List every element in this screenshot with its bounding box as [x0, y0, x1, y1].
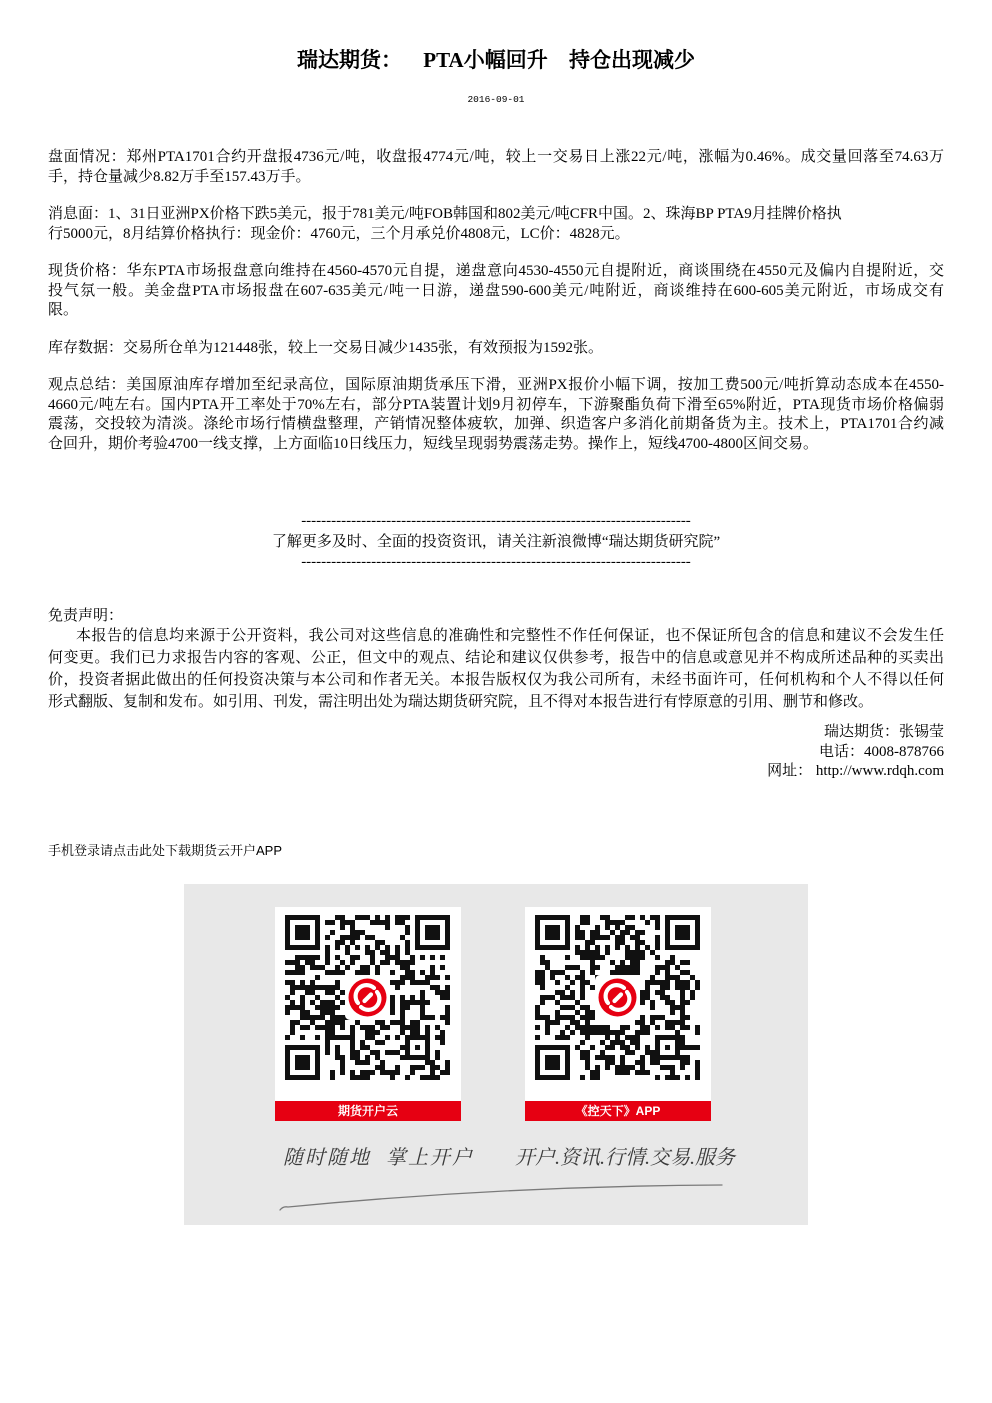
report-date: 2016-09-01	[467, 94, 525, 105]
disclaimer-body	[48, 625, 944, 713]
qr-code-image	[285, 915, 450, 1080]
brand-logo-icon	[595, 975, 640, 1020]
report-title: 瑞达期货： PTA小幅回升 持仓出现减少	[297, 48, 695, 72]
paragraph-outlook	[48, 376, 944, 454]
paragraph-market-overview	[48, 148, 944, 187]
report-body	[48, 148, 944, 472]
contact-info	[767, 723, 944, 782]
text-line: 仓回升，期价考验4700一线支撑，上方面临10日线压力，短线呈现弱势震荡走势。操作上，短线4700-4800区间交易。	[48, 435, 818, 452]
app-download-link[interactable]: 手机登录请点击此处下载期货云开户APP	[48, 843, 283, 858]
text-line: 本报告的信息均来源于公开资料，我公司对这些信息的准确性和完整性不作任何保证，也不保证所包含的信息和建议不会发生任	[76, 628, 944, 644]
slogan-services: 开户.资讯.行情.交易.服务	[515, 1147, 735, 1169]
qr-code-image	[535, 915, 700, 1080]
text-line: 消息面：1、31日亚洲PX价格下跌5美元，报于781美元/吨FOB韩国和802美元/吨CFR中国。2、珠海BP PTA9月挂牌价格执	[48, 206, 842, 222]
text-line: 现货价格：华东PTA市场报盘意向维持在4560-4570元自提，递盘意向4530-4550元自提附近，商谈围绕在4550元及偏内自提附近，交	[48, 263, 944, 279]
qr-card-kongtianxia-app	[525, 907, 711, 1121]
text-line: 投气氛一般。美金盘PTA市场报盘在607-635美元/吨一日游，递盘590-600美元/吨附近，商谈维持在600-605美元附近，市场成交有	[48, 282, 944, 299]
disclaimer-heading: 免责声明：	[48, 608, 124, 624]
notice-text: 了解更多及时、全面的投资资讯，请关注新浪微博“瑞达期货研究院”	[271, 533, 721, 550]
text-line: 震荡，交投较为清淡。涤纶市场行情横盘整理，产销情况整体疲软，加弹、织造客户多消化前期备货为主。技术上，PTA1701合约减	[48, 416, 944, 432]
slogan-anytime-anywhere: 随时随地 掌上开户	[283, 1147, 474, 1169]
qr-card-futures-cloud	[275, 907, 461, 1121]
text-line: 行5000元，8月结算价格执行：现金价：4760元，三个月承兑价4808元，LC价：4828元。	[48, 225, 630, 242]
text-line: 库存数据：交易所仓单为121448张，较上一交易日减少1435张，有效预报为1592张。	[48, 339, 604, 356]
contact-website[interactable]: 网址： http://www.rdqh.com	[767, 763, 944, 779]
text-line: 限。	[48, 302, 79, 318]
text-line: 何变更。我们已力求报告内容的客观、公正，但文中的观点、结论和建议仅供参考，报告中的信息或意见并不构成所述品种的买卖出	[48, 650, 944, 666]
text-line: 4660元/吨左右。国内PTA开工率处于70%左右，部分PTA装置计划9月初停车，下游聚酯负荷下滑至65%附近，PTA现货市场价格偏弱	[48, 396, 944, 413]
paragraph-spot-price	[48, 262, 944, 321]
app-promo-banner	[184, 884, 808, 1225]
paragraph-inventory	[48, 339, 944, 359]
qr-card-label: 期货开户云	[275, 1101, 461, 1121]
contact-phone: 电话：4008-878766	[819, 743, 944, 760]
divider-dashes-bottom: ------------------------------------------------------------------------------	[301, 554, 691, 570]
brand-logo-icon	[345, 975, 390, 1020]
text-line: 观点总结：美国原油库存增加至纪录高位，国际原油期货承压下滑，亚洲PX报价小幅下调，按加工费500元/吨折算动态成本在4550-	[48, 377, 944, 393]
text-line: 手，持仓量减少8.82万手至157.43万手。	[48, 168, 311, 185]
weibo-notice	[0, 511, 992, 573]
contact-author: 瑞达期货：张锡莹	[823, 724, 944, 740]
text-line: 形式翻版、复制和发布。如引用、刊发，需注明出处为瑞达期货研究院，且不得对本报告进行有悖原意的引用、删节和修改。	[48, 694, 874, 710]
underline-stroke	[280, 1185, 722, 1210]
text-line: 盘面情况：郑州PTA1701合约开盘报4736元/吨，收盘报4774元/吨，较上一交易日上涨22元/吨，涨幅为0.46%。成交量回落至74.63万	[48, 149, 944, 165]
divider-dashes-top: ------------------------------------------------------------------------------	[301, 513, 691, 529]
qr-card-label: 《控天下》APP	[525, 1101, 711, 1121]
paragraph-news	[48, 205, 944, 244]
text-line: 价，投资者据此做出的任何投资决策与本公司和作者无关。本报告版权仅为我公司所有，未经书面许可，任何机构和个人不得以任何	[48, 672, 944, 688]
